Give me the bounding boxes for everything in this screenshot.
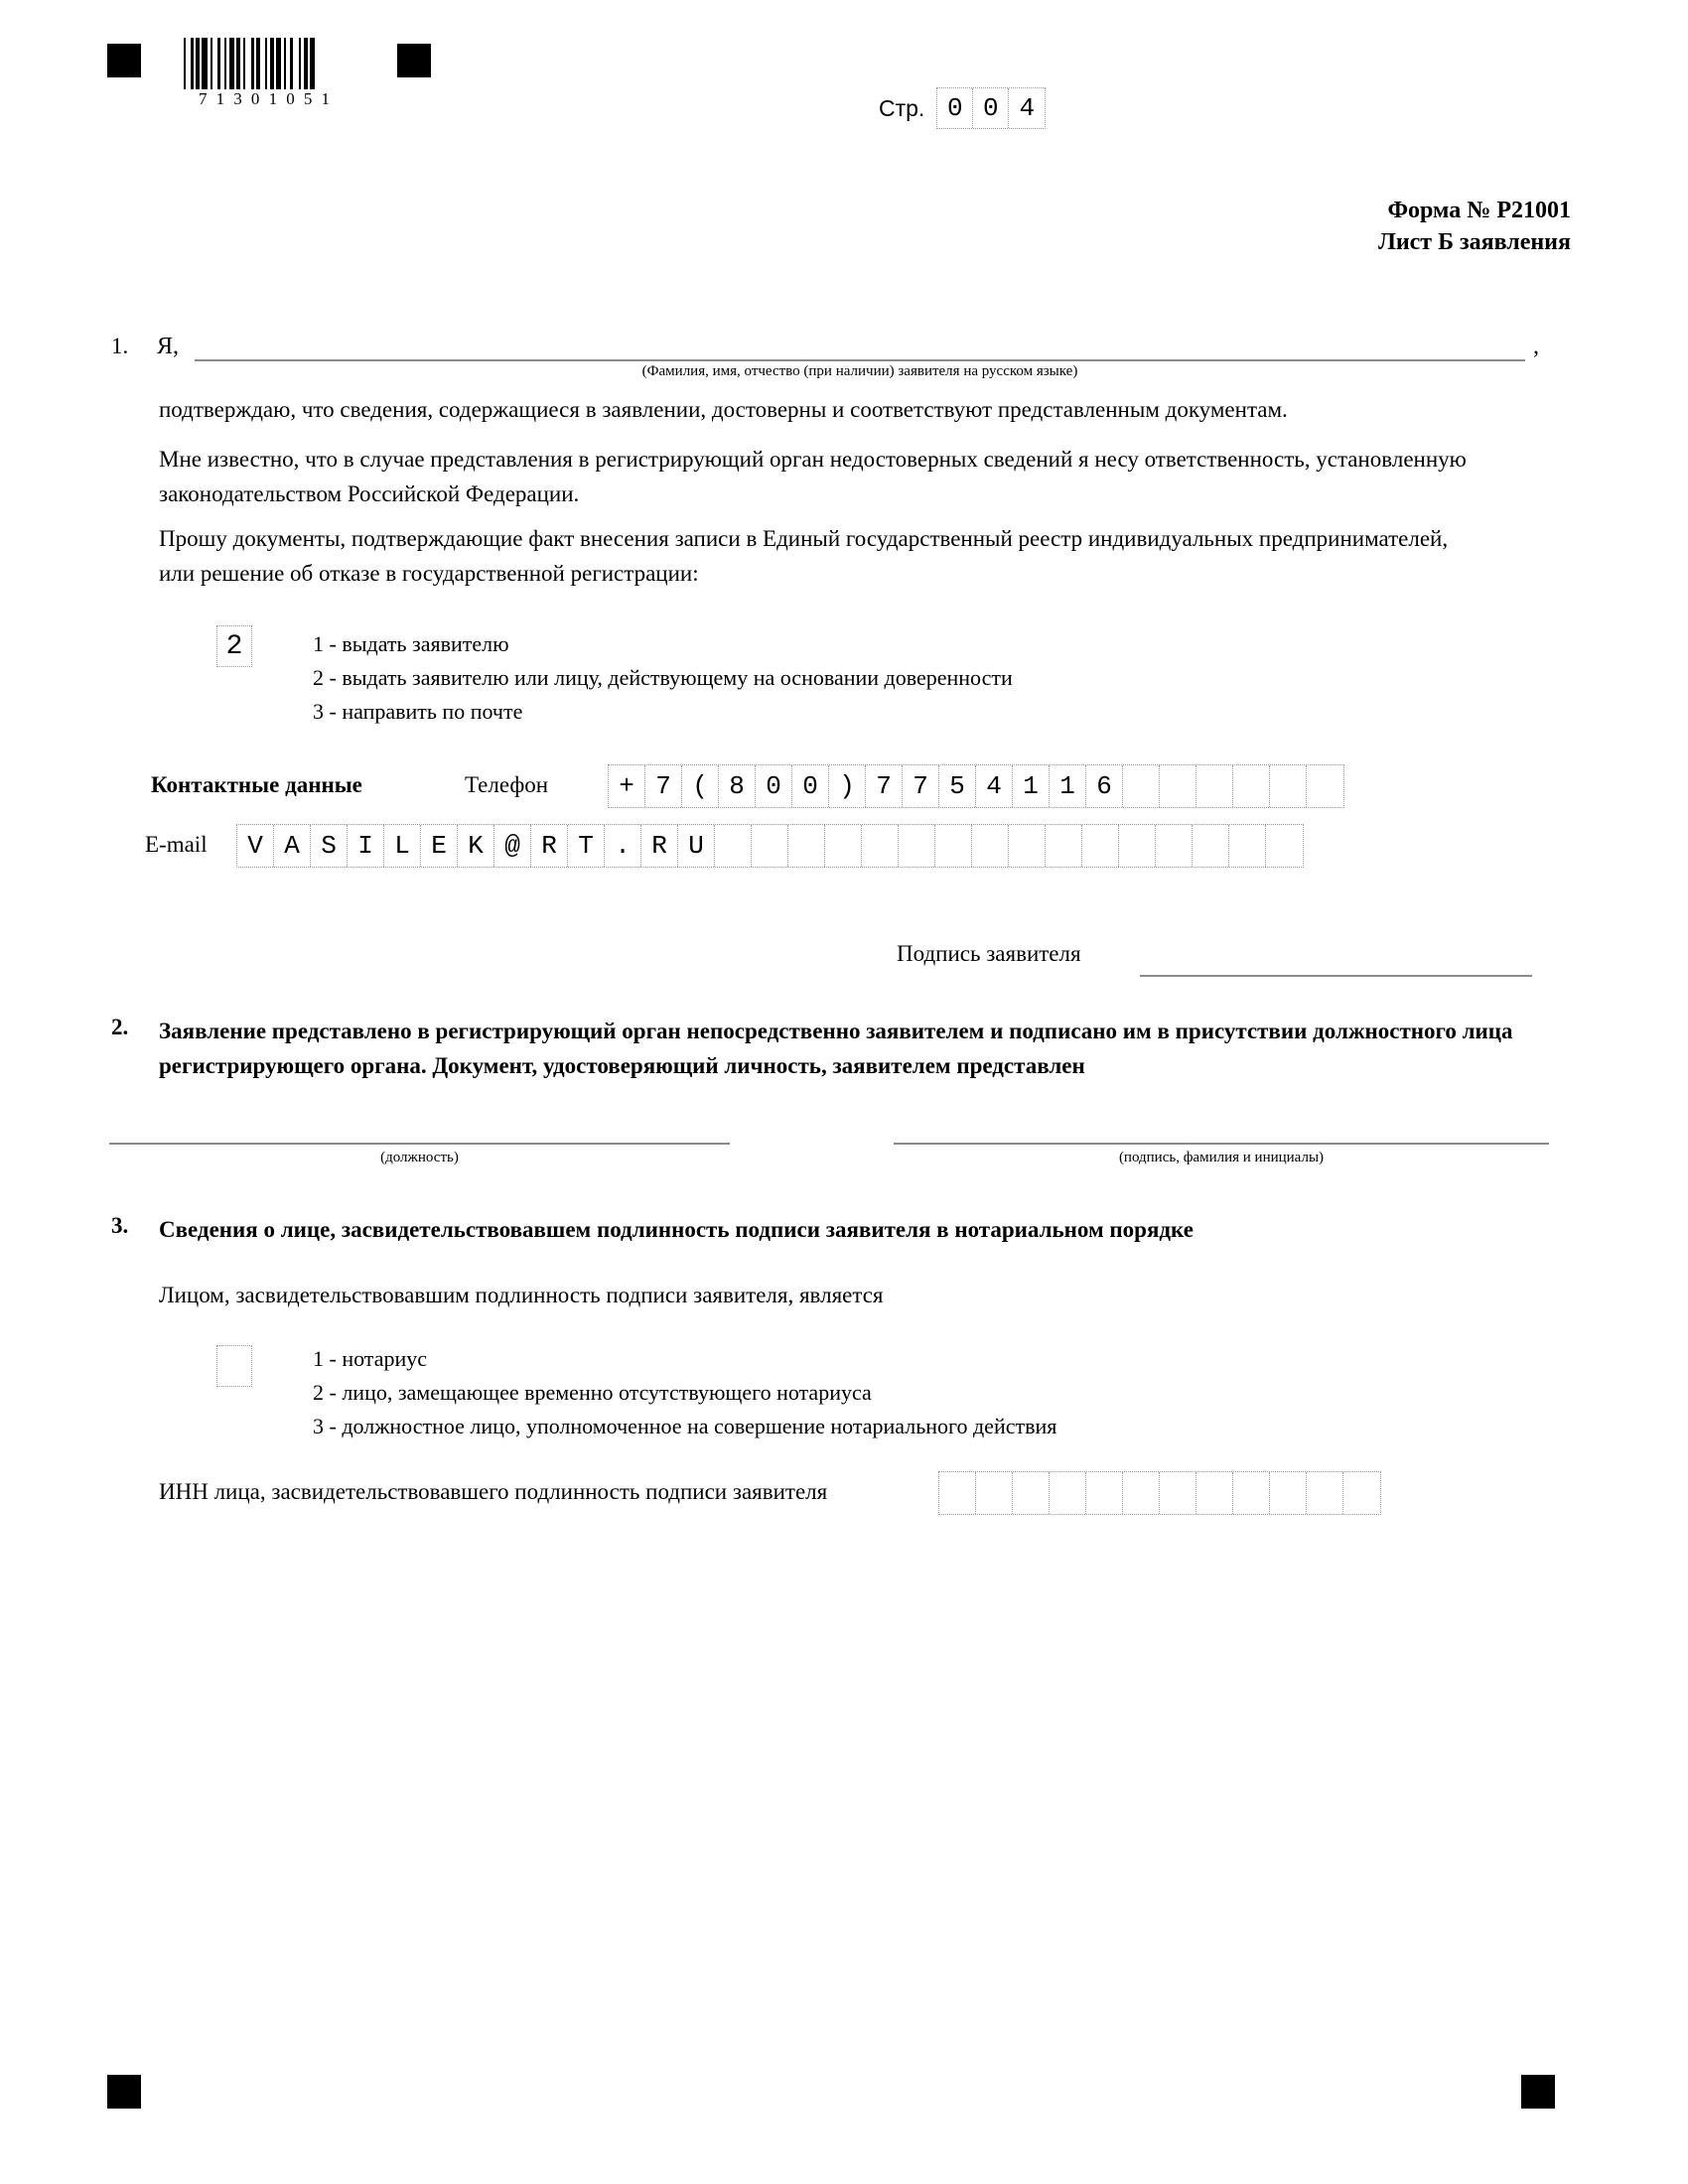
delivery-option-1[interactable]: 1 - выдать заявителю <box>313 631 509 656</box>
char-cell[interactable] <box>1082 825 1119 867</box>
delivery-option-3[interactable]: 3 - направить по почте <box>313 699 523 725</box>
char-cell[interactable] <box>1156 825 1193 867</box>
email-label: E-mail <box>145 832 208 857</box>
char-cell[interactable]: ) <box>829 765 866 807</box>
form-title-line2: Лист Б заявления <box>1377 229 1571 256</box>
char-cell[interactable]: 8 <box>719 765 756 807</box>
ya-label: Я, <box>157 334 180 359</box>
liability-paragraph: Мне известно, что в случае представления в регистрирующий орган недостоверных сведений я несу ответственность, установленную законодательством Российской Федерации. <box>159 447 1467 506</box>
char-cell[interactable] <box>1307 765 1343 807</box>
char-cell[interactable] <box>1196 765 1233 807</box>
char-cell[interactable]: R <box>641 825 678 867</box>
notary-option-2[interactable]: 2 - лицо, замещающее временно отсутствующего нотариуса <box>313 1380 872 1406</box>
char-cell[interactable] <box>935 825 972 867</box>
char-cell[interactable]: U <box>678 825 715 867</box>
char-cell[interactable]: K <box>458 825 494 867</box>
char-cell[interactable]: 7 <box>645 765 682 807</box>
char-cell[interactable] <box>1193 825 1229 867</box>
char-cell[interactable] <box>1123 765 1160 807</box>
inn-input[interactable] <box>938 1471 1381 1515</box>
char-cell[interactable] <box>1009 825 1046 867</box>
notary-type-checkbox[interactable] <box>216 1345 252 1387</box>
applicant-name-caption: (Фамилия, имя, отчество (при наличии) заявителя на русском языке) <box>641 363 1078 379</box>
notary-intro: Лицом, засвидетельствовавшим подлинность подписи заявителя, является <box>159 1283 884 1307</box>
char-cell[interactable]: E <box>421 825 458 867</box>
char-cell[interactable] <box>788 825 825 867</box>
barcode-digit: 5 <box>303 89 313 108</box>
barcode-digit: 0 <box>286 89 295 108</box>
char-cell[interactable] <box>1229 825 1266 867</box>
char-cell[interactable]: 6 <box>1086 765 1123 807</box>
char-cell[interactable] <box>862 825 899 867</box>
applicant-name-comma: , <box>1533 334 1539 359</box>
char-cell[interactable] <box>1266 825 1303 867</box>
char-cell[interactable]: V <box>237 825 274 867</box>
official-signature-caption: (подпись, фамилия и инициалы) <box>1118 1150 1325 1165</box>
char-cell[interactable] <box>1270 765 1307 807</box>
char-cell[interactable]: ( <box>682 765 719 807</box>
official-position-line[interactable] <box>109 1143 730 1145</box>
form-title <box>1378 195 1571 259</box>
char-cell[interactable]: + <box>609 765 645 807</box>
char-cell[interactable] <box>752 825 788 867</box>
registration-mark-top-right <box>397 44 431 77</box>
char-cell[interactable] <box>825 825 862 867</box>
char-cell[interactable] <box>1307 1472 1343 1514</box>
applicant-signature-line[interactable] <box>1140 975 1532 977</box>
applicant-signature-label: Подпись заявителя <box>897 941 1081 966</box>
section-3-title: Сведения о лице, засвидетельствовавшем подлинность подписи заявителя в нотариальном порядке <box>159 1217 1194 1242</box>
official-position-caption: (должность) <box>380 1150 459 1165</box>
char-cell[interactable] <box>972 825 1009 867</box>
section-1-number: 1. <box>111 334 129 358</box>
char-cell[interactable]: A <box>274 825 311 867</box>
barcode-digit: 0 <box>250 89 260 108</box>
delivery-method-checkbox[interactable]: 2 <box>216 625 252 667</box>
char-cell[interactable]: 0 <box>973 88 1009 128</box>
request-paragraph: Прошу документы, подтверждающие факт внесения записи в Единый государственный реестр индивидуальных предпринимателей, или решение об отказе в государственной регистрации: <box>159 526 1449 586</box>
char-cell[interactable] <box>1160 765 1196 807</box>
char-cell[interactable]: 0 <box>792 765 829 807</box>
page-number-cells[interactable] <box>936 87 1046 129</box>
char-cell[interactable]: 4 <box>1019 93 1036 123</box>
section-3-number: 3. <box>111 1213 129 1238</box>
delivery-options <box>313 627 1013 729</box>
char-cell[interactable] <box>1046 825 1082 867</box>
barcode-digit: 3 <box>233 89 242 108</box>
registration-mark-bottom-left <box>107 2075 141 2109</box>
char-cell[interactable] <box>1086 1472 1123 1514</box>
char-cell[interactable] <box>1343 1472 1380 1514</box>
notary-options <box>313 1342 1056 1443</box>
char-cell[interactable]: @ <box>494 825 531 867</box>
barcode-digit: 7 <box>199 89 208 108</box>
char-cell[interactable] <box>1013 1472 1050 1514</box>
confirm-paragraph: подтверждаю, что сведения, содержащиеся в заявлении, достоверны и соответствуют представленным документам. <box>159 397 1288 422</box>
barcode <box>184 38 372 109</box>
char-cell[interactable]: L <box>384 825 421 867</box>
section-2-number: 2. <box>111 1015 129 1039</box>
char-cell[interactable] <box>1160 1472 1196 1514</box>
notary-option-3[interactable]: 3 - должностное лицо, уполномоченное на совершение нотариального действия <box>313 1414 1057 1439</box>
registration-mark-top-left <box>107 44 141 77</box>
official-signature-line[interactable] <box>894 1143 1549 1145</box>
char-cell[interactable]: 7 <box>866 765 903 807</box>
char-cell[interactable] <box>1270 1472 1307 1514</box>
char-cell[interactable]: I <box>348 825 384 867</box>
email-input[interactable] <box>236 824 1304 868</box>
barcode-digit: 1 <box>321 89 330 108</box>
delivery-option-2[interactable]: 2 - выдать заявителю или лицу, действующему на основании доверенности <box>313 665 1013 691</box>
registration-mark-bottom-right <box>1521 2075 1555 2109</box>
phone-label: Телефон <box>465 772 549 797</box>
char-cell[interactable] <box>715 825 752 867</box>
char-cell[interactable] <box>1123 1472 1160 1514</box>
char-cell[interactable]: T <box>568 825 605 867</box>
char-cell[interactable] <box>1233 765 1270 807</box>
barcode-digits <box>184 89 345 109</box>
char-cell[interactable]: . <box>605 825 641 867</box>
char-cell[interactable] <box>899 825 935 867</box>
notary-option-1[interactable]: 1 - нотариус <box>313 1346 427 1371</box>
form-title-line1: Форма № Р21001 <box>1387 198 1571 223</box>
char-cell[interactable] <box>1050 1472 1086 1514</box>
page-number-group <box>879 87 1046 129</box>
page-number-label: Стр. <box>879 94 925 121</box>
phone-input[interactable] <box>608 764 1344 808</box>
barcode-digit: 1 <box>268 89 278 108</box>
contact-data-label: Контактные данные <box>151 772 362 797</box>
char-cell[interactable]: R <box>531 825 568 867</box>
char-cell[interactable]: 1 <box>1013 765 1050 807</box>
barcode-digit: 1 <box>215 89 225 108</box>
section-2-text: Заявление представлено в регистрирующий орган непосредственно заявителем и подписано им в присутствии должностного лица регистрирующего органа. Документ, удостоверяющий личность, заявителем представлен <box>159 1019 1513 1078</box>
char-cell[interactable]: 7 <box>903 765 939 807</box>
char-cell[interactable]: 0 <box>756 765 792 807</box>
char-cell[interactable]: 1 <box>1050 765 1086 807</box>
char-cell[interactable] <box>976 1472 1013 1514</box>
char-cell[interactable] <box>1196 1472 1233 1514</box>
char-cell[interactable]: 0 <box>937 88 973 128</box>
char-cell[interactable] <box>1119 825 1156 867</box>
char-cell[interactable] <box>1233 1472 1270 1514</box>
char-cell[interactable]: S <box>311 825 348 867</box>
inn-label: ИНН лица, засвидетельствовавшего подлинность подписи заявителя <box>159 1479 828 1504</box>
char-cell[interactable]: 4 <box>976 765 1013 807</box>
char-cell[interactable] <box>939 1472 976 1514</box>
char-cell[interactable]: 5 <box>939 765 976 807</box>
applicant-name-line[interactable] <box>195 359 1525 361</box>
